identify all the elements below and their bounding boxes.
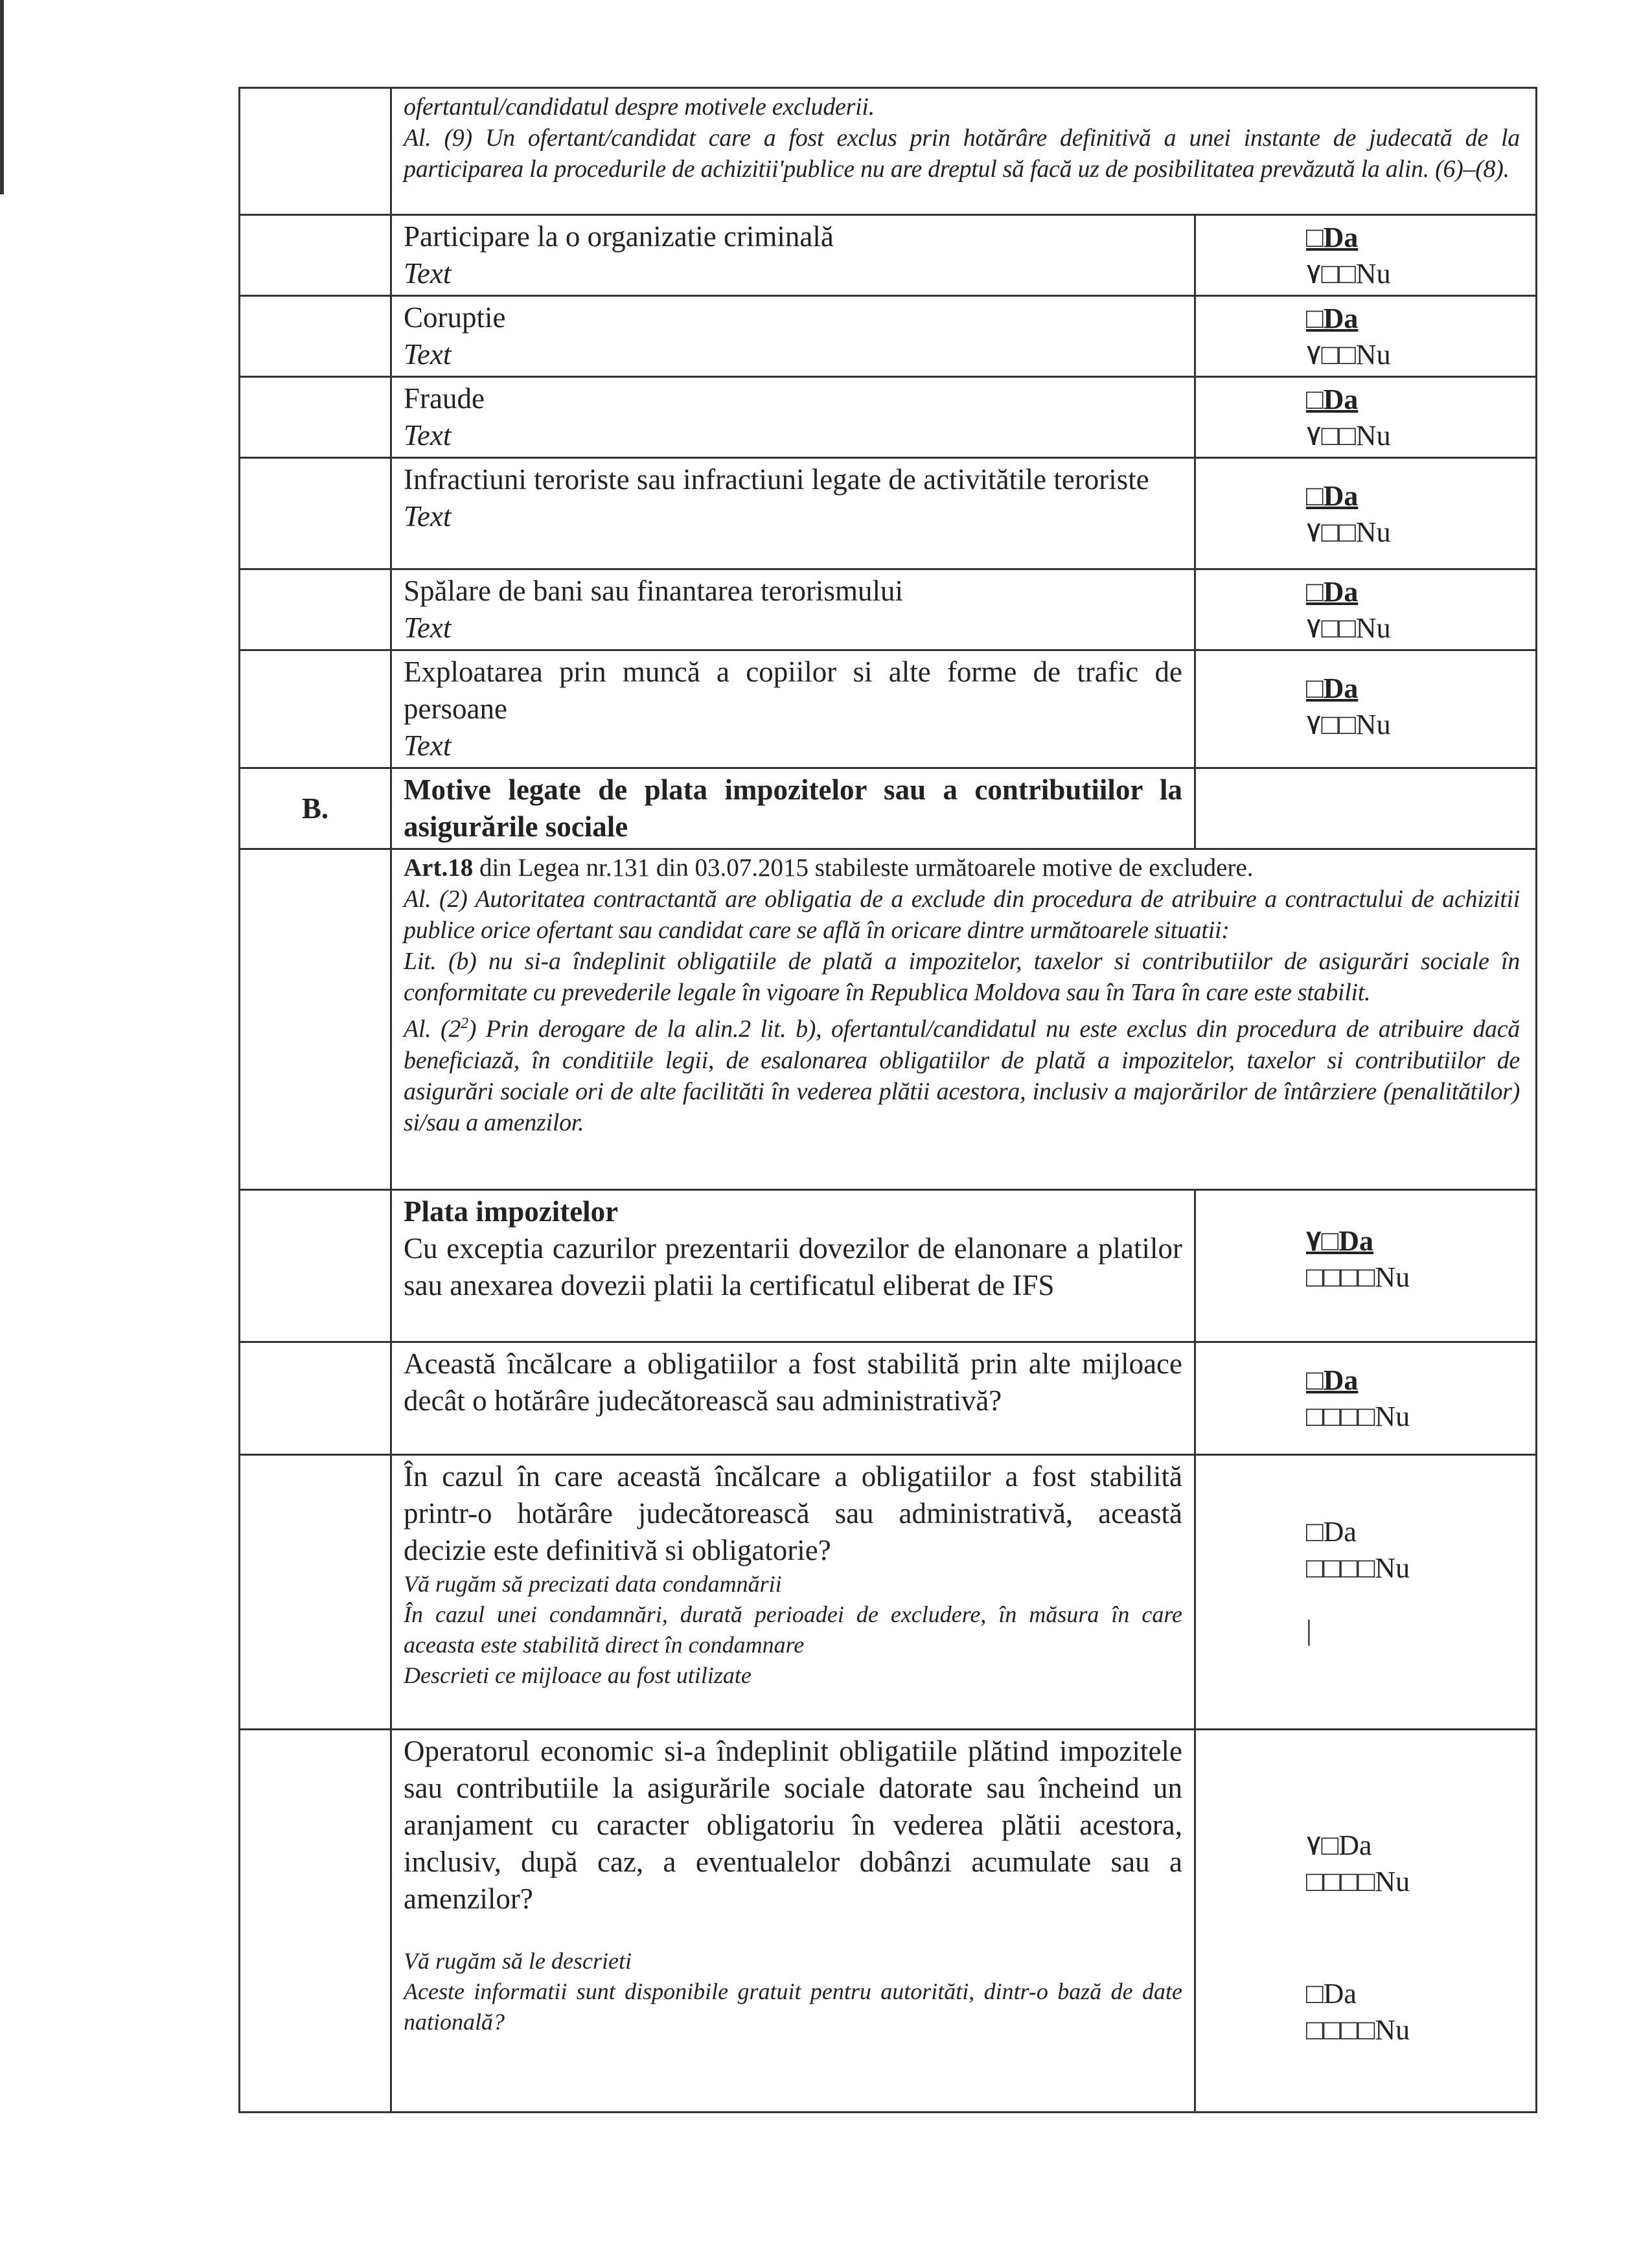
- no-checkbox[interactable]: □□□□Nu: [1306, 1401, 1410, 1432]
- no-checkbox[interactable]: □□□□Nu: [1306, 1552, 1410, 1584]
- no-checkbox[interactable]: ٧□□Nu: [1306, 420, 1391, 452]
- yes-checkbox[interactable]: □Da: [1306, 480, 1359, 512]
- empty-cell: [1195, 768, 1537, 849]
- question-title: Plata impozitelor: [404, 1195, 619, 1228]
- criterion-row: [240, 569, 1537, 650]
- criterion-row: [240, 458, 1537, 569]
- question-text: În cazul în care această încălcare a obligatiilor a fost stabilită printr-o hotărâre judecătorească sau administrativă, această decizie este definitivă si obligatorie?: [404, 1460, 1182, 1566]
- article-text: din Legea nr.131 din 03.07.2015 stabileste următoarele motive de excludere.: [473, 854, 1254, 882]
- section-b-header-row: [240, 768, 1537, 849]
- criterion-row: [240, 650, 1537, 768]
- criterion-title: Fraude: [404, 382, 485, 415]
- yes-checkbox[interactable]: □Da: [1306, 1364, 1359, 1396]
- criterion-text-field[interactable]: Text: [404, 729, 452, 762]
- empty-cell: [240, 215, 391, 296]
- criterion-text-field[interactable]: Text: [404, 257, 452, 290]
- note: Vă rugăm să le descrieti: [404, 1948, 632, 1974]
- criterion-text-field[interactable]: Text: [404, 500, 452, 533]
- note: Aceste informatii sunt disponibile gratuit pentru autorităti, dintr-o bază de date natională?: [404, 1978, 1182, 2035]
- exclusion-criteria-table: [238, 87, 1537, 2113]
- question-text: Această încălcare a obligatiilor a fost stabilită prin alte mijloace decât o hotărâre judecătorească sau administrativă?: [404, 1347, 1182, 1417]
- criterion-title: Coruptie: [404, 301, 506, 334]
- al22-prefix: Al. (2: [404, 1015, 461, 1043]
- question-row: [240, 1730, 1537, 2113]
- empty-cell: [240, 88, 391, 215]
- no-checkbox[interactable]: ٧□□Nu: [1306, 516, 1391, 548]
- note: În cazul unei condamnări, durată perioadei de excludere, în măsura în care aceasta este stabilită direct în condamnare: [404, 1601, 1182, 1658]
- no-checkbox[interactable]: ٧□□Nu: [1306, 612, 1391, 644]
- database-yes-checkbox[interactable]: □Da: [1306, 1978, 1357, 2010]
- al22-superscript: 2: [461, 1015, 468, 1032]
- handwritten-mark: |: [1306, 1614, 1312, 1646]
- yes-checkbox[interactable]: □Da: [1306, 384, 1359, 415]
- intro-line: ofertantul/candidatul despre motivele excluderii.: [404, 93, 875, 120]
- legal-basis-row: [240, 849, 1537, 1190]
- empty-cell: [240, 1190, 391, 1342]
- paragraph-al22: [404, 1008, 1520, 1138]
- question-text: Operatorul economic si-a îndeplinit obligatiile plătind impozitele sau contributiile la asigurările sociale datorate sau încheind un aranjament cu caracter obligatoriu în vederea plătii acestora, inclusiv, după caz, a eventualelor dobânzi acumulate sau a amenzilor?: [404, 1735, 1182, 1915]
- criterion-row: [240, 377, 1537, 458]
- question-row: [240, 1342, 1537, 1455]
- criterion-text-field[interactable]: Text: [404, 612, 452, 644]
- criterion-title: Spălare de bani sau finantarea terorismului: [404, 575, 903, 607]
- criterion-row: [240, 215, 1537, 296]
- article-ref: Art.18: [404, 854, 474, 882]
- section-b-title: Motive legate de plata impozitelor sau a contributiilor la asigurările sociale: [391, 768, 1195, 849]
- empty-cell: [240, 1342, 391, 1455]
- yes-checkbox[interactable]: □Da: [1306, 672, 1359, 704]
- section-letter: B.: [240, 768, 391, 849]
- criterion-row: [240, 296, 1537, 377]
- empty-cell: [240, 650, 391, 768]
- empty-cell: [240, 377, 391, 458]
- no-checkbox[interactable]: ٧□□Nu: [1306, 709, 1391, 740]
- no-checkbox[interactable]: ٧□□Nu: [1306, 258, 1391, 290]
- criterion-text-field[interactable]: Text: [404, 419, 452, 452]
- scan-edge: [0, 0, 4, 194]
- empty-cell: [240, 849, 391, 1190]
- yes-checkbox[interactable]: □Da: [1306, 576, 1359, 608]
- criterion-title: Infractiuni teroriste sau infractiuni legate de activitătile teroriste: [404, 463, 1149, 496]
- empty-cell: [240, 569, 391, 650]
- empty-cell: [240, 296, 391, 377]
- intro-row: [240, 88, 1537, 215]
- criterion-text-field[interactable]: Text: [404, 338, 452, 371]
- empty-cell: [240, 1730, 391, 2113]
- intro-paragraph: Al. (9) Un ofertant/candidat care a fost exclus prin hotărâre definitivă a unei instante de judecată de la participarea la procedurile de achizitii'publice nu are dreptul să facă uz de posibilitatea prevăzută la alin. (6)–(8).: [404, 124, 1520, 183]
- criterion-title: Participare la o organizatie criminală: [404, 220, 834, 253]
- paragraph-litb: Lit. (b) nu si-a îndeplinit obligatiile de plată a impozitelor, taxelor si contributiilor de asigurări sociale în conformitate cu prevederile legale în vigoare în Republica Moldova sau în Tara în care este stabilit.: [404, 948, 1520, 1006]
- paragraph-al2: Al. (2) Autoritatea contractantă are obligatia de a exclude din procedura de atribuire a contractului de achizitii publice orice ofertant sau candidat care se află în oricare dintre următoarele situatii:: [404, 886, 1520, 944]
- no-checkbox[interactable]: ٧□□Nu: [1306, 339, 1391, 371]
- yes-checkbox[interactable]: ٧□Da: [1306, 1829, 1372, 1861]
- no-checkbox[interactable]: □□□□Nu: [1306, 1866, 1410, 1897]
- al22-text: ) Prin derogare de la alin.2 lit. b), ofertantul/candidatul nu este exclus din procedura de atribuire dacă beneficiază, în conditiile legii, de esalonarea obligatiilor de plată a impozitelor, taxelor si contributiilor de asigurări sociale ori de alte facilităti în vederea plătii acestora, inclusiv a majorărilor de întârziere (penalitătilor) si/sau a amenzilor.: [404, 1015, 1520, 1136]
- yes-checkbox[interactable]: □Da: [1306, 222, 1359, 253]
- yes-checkbox[interactable]: ٧□Da: [1306, 1225, 1373, 1257]
- yes-checkbox[interactable]: □Da: [1306, 303, 1359, 334]
- note: Vă rugăm să precizati data condamnării: [404, 1571, 782, 1597]
- criterion-title: Exploatarea prin muncă a copiilor si alte forme de trafic de persoane: [404, 656, 1182, 725]
- yes-checkbox[interactable]: □Da: [1306, 1516, 1357, 1548]
- empty-cell: [240, 1455, 391, 1730]
- question-row: [240, 1455, 1537, 1730]
- database-no-checkbox[interactable]: □□□□Nu: [1306, 2014, 1410, 2046]
- note: Descrieti ce mijloace au fost utilizate: [404, 1662, 751, 1688]
- empty-cell: [240, 458, 391, 569]
- question-row: [240, 1190, 1537, 1342]
- no-checkbox[interactable]: □□□□Nu: [1306, 1261, 1410, 1293]
- question-text: Cu exceptia cazurilor prezentarii dovezilor de elanonare a platilor sau anexarea dovezii platii la certificatul eliberat de IFS: [404, 1232, 1182, 1301]
